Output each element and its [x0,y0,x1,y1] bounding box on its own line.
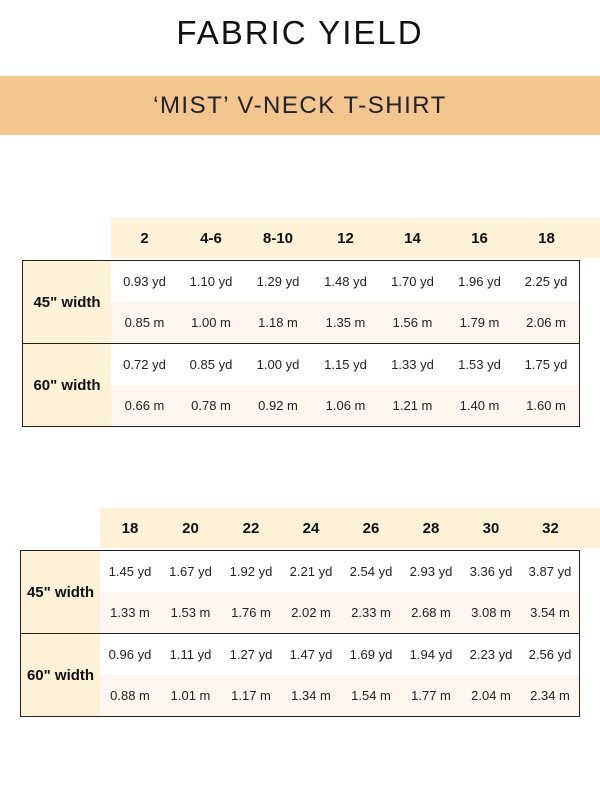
yield-cell: 1.47 yd [289,647,333,662]
yield-cell: 0.78 m [191,398,231,413]
yield-cell: 1.53 yd [458,357,501,372]
yield-cell: 2.93 yd [409,564,453,579]
yield-cell: 1.94 yd [409,647,453,662]
yield-cell: 1.76 m [231,605,271,620]
fabric-width-label: 60" width [23,344,111,426]
size-header-row [100,508,600,548]
yield-cell: 2.34 m [530,688,570,703]
yards-row [100,551,579,592]
yield-cell: 2.23 yd [469,647,513,662]
yards-row [100,634,579,675]
yield-cell: 0.85 yd [189,357,233,372]
size-header: 8-10 [262,229,294,247]
yield-cell: 0.92 m [258,398,298,413]
yield-cell: 1.69 yd [349,647,393,662]
size-header: 28 [422,519,440,537]
size-header: 2 [140,229,149,247]
yield-cell: 2.54 yd [349,564,393,579]
size-header: 18 [121,519,139,537]
yield-cell: 1.75 yd [524,357,568,372]
yield-cell: 1.00 yd [256,357,300,372]
yield-cell: 1.67 yd [169,564,212,579]
size-header: 26 [362,519,380,537]
yield-cell: 3.08 m [471,605,511,620]
yield-cell: 2.56 yd [528,647,572,662]
yield-cell: 1.34 m [291,688,331,703]
yield-cell: 1.45 yd [108,564,152,579]
yield-cell: 1.00 m [191,315,231,330]
yield-table-large-sizes [20,508,580,716]
size-header: 24 [302,519,320,537]
yield-cell: 1.33 yd [391,357,434,372]
yield-cell: 2.33 m [351,605,391,620]
yield-cell: 1.53 m [170,605,211,620]
size-header: 30 [482,519,500,537]
yield-cell: 1.27 yd [229,647,273,662]
yield-cell: 1.40 m [459,398,500,413]
yield-cell: 1.17 m [231,688,271,703]
yield-cell: 1.10 yd [189,274,233,289]
yield-cell: 0.93 yd [123,274,166,289]
yield-cell: 1.29 yd [256,274,300,289]
yield-cell: 3.36 yd [469,564,513,579]
pattern-name-banner [0,76,600,135]
yield-cell: 2.02 m [291,605,331,620]
yield-cell: 0.96 yd [108,647,152,662]
yield-cell: 1.56 m [392,315,433,330]
size-header: 18 [538,229,555,247]
size-header: 12 [337,229,354,247]
yield-cell: 1.77 m [411,688,451,703]
yield-table-body [20,550,580,717]
pattern-name: ‘MIST’ V-NECK T-SHIRT [153,91,447,119]
yards-row [111,344,579,385]
yield-cell: 1.11 yd [169,647,212,662]
page-title: FABRIC YIELD [176,14,424,51]
width-group-60 [21,633,579,716]
yield-table-small-sizes [22,218,580,426]
yield-cell: 1.54 m [351,688,391,703]
width-group-45 [21,551,579,633]
size-header: 14 [404,229,421,247]
width-group-45 [23,261,579,343]
size-header: 16 [471,229,488,247]
yield-table-body [22,260,580,427]
meters-row [111,385,579,426]
yield-cell: 1.01 m [170,688,211,703]
yield-cell: 0.88 m [110,688,150,703]
fabric-width-label: 45" width [23,261,111,343]
size-header-row [111,218,600,258]
yield-cell: 2.04 m [471,688,511,703]
yield-cell: 1.18 m [258,315,298,330]
yield-cell: 1.06 m [325,398,366,413]
fabric-width-label: 60" width [21,634,100,716]
yield-cell: 3.87 yd [528,564,572,579]
meters-row [100,675,579,716]
fabric-width-label: 45" width [21,551,100,633]
yield-cell: 1.48 yd [324,274,367,289]
yards-row [111,261,579,302]
yield-cell: 1.96 yd [458,274,501,289]
meters-row [111,302,579,343]
yield-cell: 1.92 yd [229,564,273,579]
yield-cell: 0.66 m [124,398,165,413]
yield-cell: 1.60 m [526,398,566,413]
yield-cell: 0.72 yd [123,357,166,372]
size-header: 4-6 [200,229,222,247]
size-header: 32 [542,519,559,537]
yield-cell: 3.54 m [530,605,570,620]
yield-cell: 0.85 m [124,315,165,330]
yield-cell: 1.79 m [459,315,500,330]
yield-cell: 2.21 yd [289,564,333,579]
yield-cell: 2.68 m [411,605,451,620]
yield-cell: 1.33 m [110,605,150,620]
yield-cell: 1.35 m [325,315,366,330]
width-group-60 [23,343,579,426]
yield-cell: 1.21 m [392,398,433,413]
yield-cell: 2.06 m [526,315,566,330]
size-header: 20 [182,519,199,537]
meters-row [100,592,579,633]
yield-cell: 1.70 yd [391,274,434,289]
yield-cell: 2.25 yd [524,274,568,289]
yield-cell: 1.15 yd [324,357,367,372]
size-header: 22 [242,519,260,537]
